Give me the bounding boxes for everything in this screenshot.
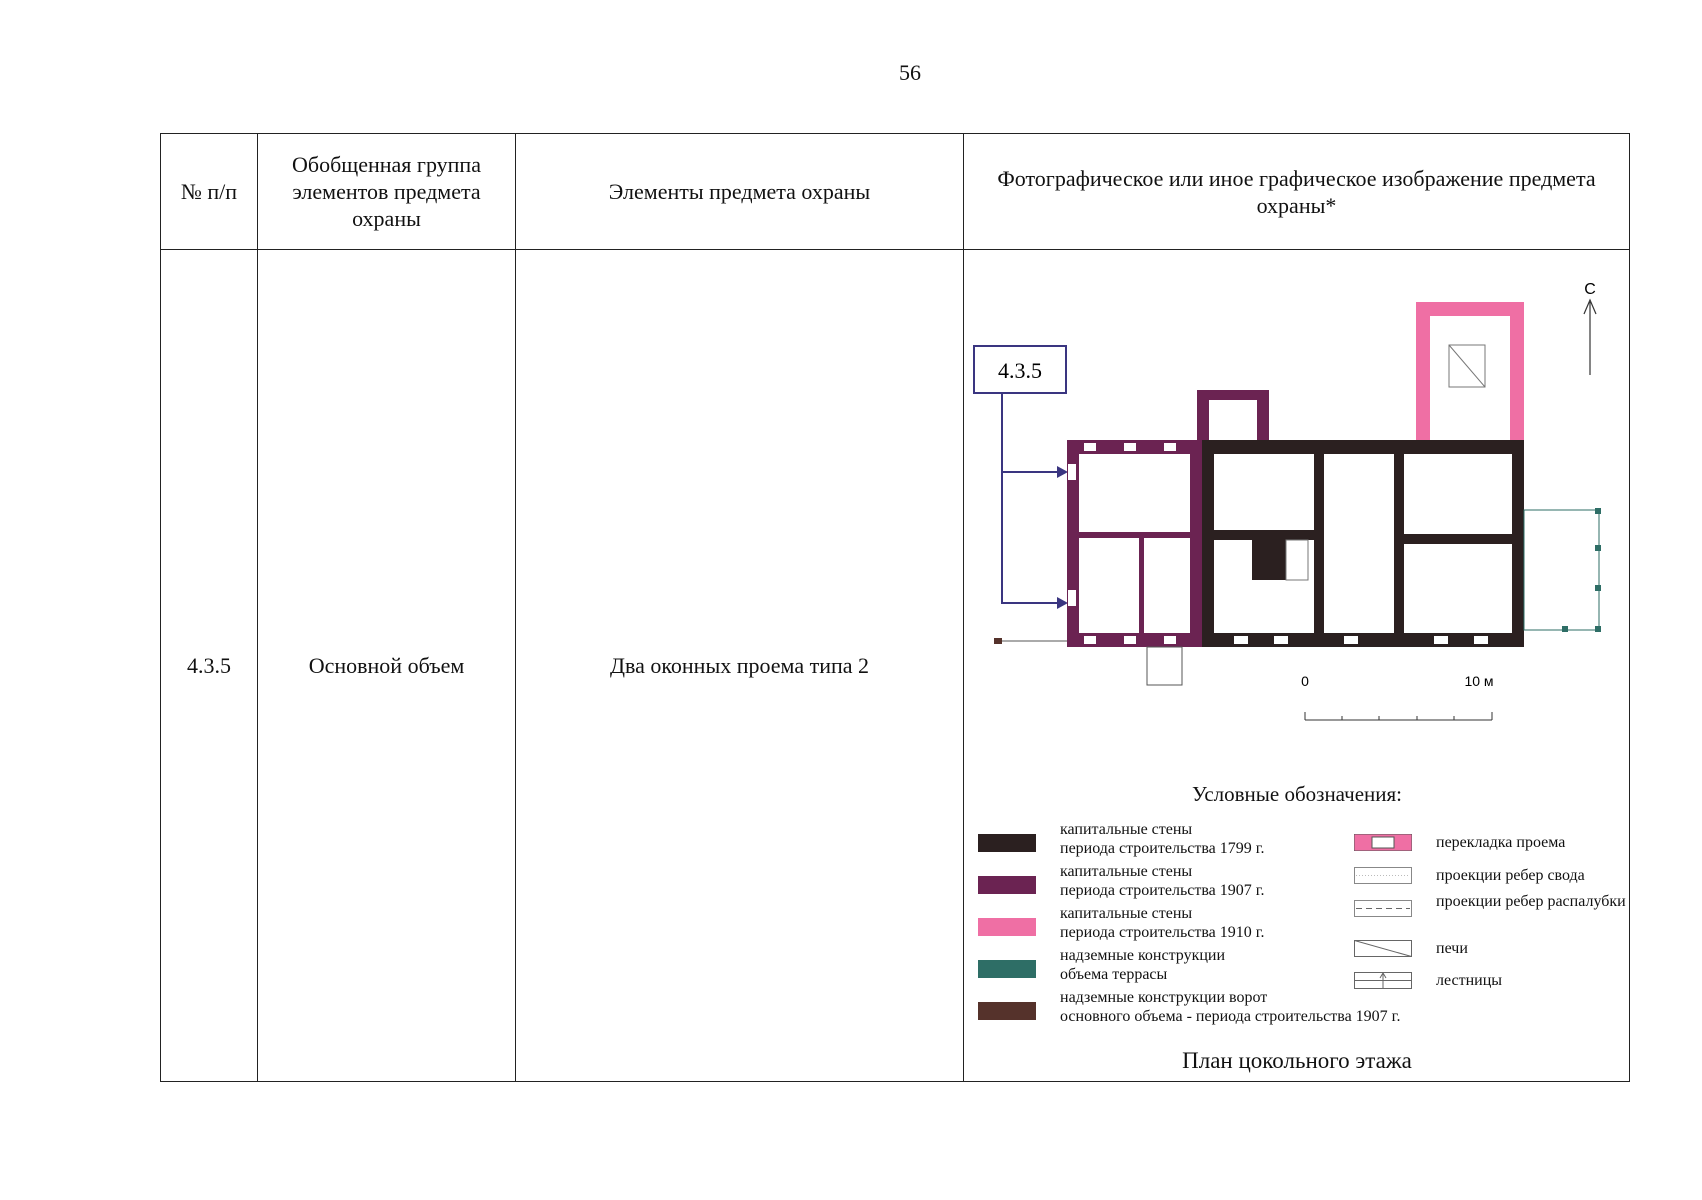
legend-item-vault: проекции ребер свода — [1436, 867, 1585, 884]
legend-swatch-1799 — [978, 834, 1036, 852]
opening-relaying-icon — [1354, 834, 1412, 851]
callout-label: 4.3.5 — [998, 358, 1042, 383]
legend-item-1799: капитальные стены периода строительства 1799 г. — [1060, 821, 1265, 857]
stove-icon — [1354, 940, 1412, 957]
legend-title: Условные обозначения: — [1191, 782, 1403, 806]
north-label: С — [1584, 281, 1596, 298]
header-num: № п/п — [161, 134, 258, 250]
stairs-icon — [1354, 972, 1412, 989]
legend-item-terrace: надземные конструкции объема террасы — [1060, 947, 1226, 983]
legend-item-stairs: лестницы — [1436, 972, 1503, 989]
legend-swatch-1910 — [978, 918, 1036, 936]
west-wing-interior — [1079, 454, 1190, 633]
callout-arrowhead-1 — [1057, 466, 1068, 478]
callout-leader — [1002, 393, 1066, 603]
protection-elements-table — [160, 133, 1630, 1082]
floor-plan — [964, 250, 1630, 780]
header-elements: Элементы предмета охраны — [516, 134, 964, 250]
legend-swatch-terrace — [978, 960, 1036, 978]
row-num: 4.3.5 — [161, 250, 258, 1082]
row-group: Основной объем — [258, 250, 516, 1082]
legend-item-lunette: проекции ребер распалубки — [1436, 893, 1626, 910]
window-opening-type2-upper — [1068, 464, 1076, 480]
annex-1910-interior — [1430, 316, 1510, 441]
legend-swatch-gate — [978, 1002, 1036, 1020]
figure-cell — [964, 250, 1630, 1082]
table-header-row — [161, 134, 1630, 250]
plan-caption: План цокольного этажа — [1182, 1048, 1412, 1073]
stove — [1252, 540, 1286, 580]
legend-swatch-1907 — [978, 876, 1036, 894]
callout-arrowhead-2 — [1057, 597, 1068, 609]
terrace — [1524, 510, 1599, 630]
legend-item-1910: капитальные стены периода строительства 1910 г. — [1060, 905, 1265, 941]
vault-rib-projection-icon — [1354, 867, 1412, 884]
header-group: Обобщенная группа элементов предмета охраны — [258, 134, 516, 250]
porch — [1147, 647, 1182, 685]
gate — [994, 638, 1002, 644]
scale-start: 0 — [1301, 673, 1309, 689]
legend-item-stove: печи — [1436, 940, 1468, 957]
legend-item-relaying: перекладка проема — [1436, 834, 1566, 851]
row-elements: Два оконных проема типа 2 — [516, 250, 964, 1082]
page-number: 56 — [899, 60, 921, 85]
header-image: Фотографическое или иное графическое изображение предмета охраны* — [964, 134, 1630, 250]
scale-end: 10 м — [1464, 673, 1494, 689]
lunette-rib-projection-icon — [1354, 900, 1412, 917]
window-opening-type2-lower — [1068, 590, 1076, 606]
table-row — [161, 250, 1630, 1082]
legend-item-1907: капитальные стены периода строительства 1907 г. — [1060, 863, 1265, 899]
legend-item-gate: надземные конструкции ворот основного объема - периода строительства 1907 г. — [1060, 989, 1401, 1025]
